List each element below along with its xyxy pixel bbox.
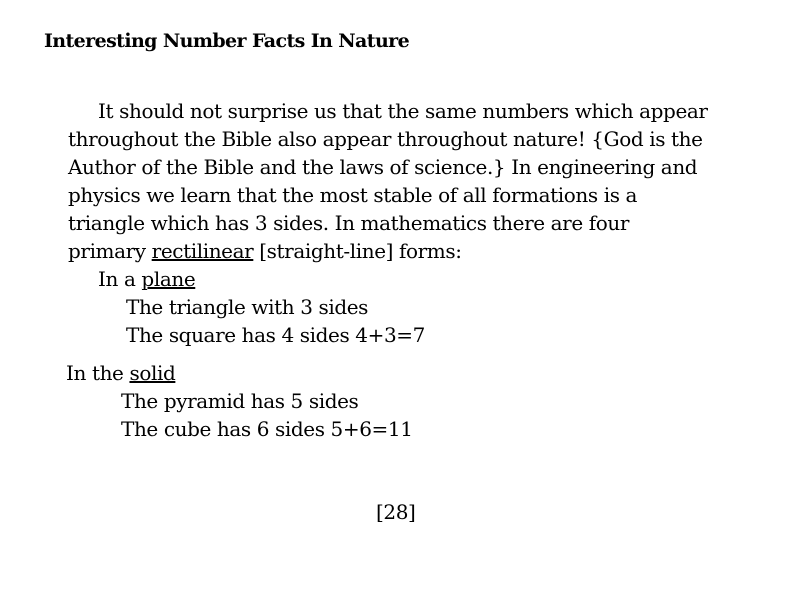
paragraph-line-6-prefix: primary: [68, 239, 152, 263]
paragraph-line-4: physics we learn that the most stable of all formations is a: [68, 183, 638, 207]
body-paragraph: [68, 97, 768, 349]
paragraph-line-3: Author of the Bible and the laws of science.} In engineering and: [68, 155, 698, 179]
plane-term: plane: [141, 267, 196, 291]
page-number: [28]: [376, 500, 416, 524]
solid-heading-prefix: In the: [66, 361, 130, 385]
paragraph-line-5: triangle which has 3 sides. In mathematics there are four: [68, 211, 630, 235]
solid-section: [66, 359, 413, 443]
solid-item-cube: The cube has 6 sides 5+6=11: [121, 417, 413, 441]
solid-heading: [66, 359, 413, 387]
paragraph-line-1: It should not surprise us that the same numbers which appear: [98, 99, 708, 123]
paragraph-line-6: [68, 237, 768, 265]
solid-term: solid: [129, 361, 176, 385]
rectilinear-term: rectilinear: [151, 239, 254, 263]
page-title: Interesting Number Facts In Nature: [44, 30, 410, 52]
plane-item-square: The square has 4 sides 4+3=7: [126, 323, 425, 347]
paragraph-line-6-suffix: [straight-line] forms:: [253, 239, 462, 263]
plane-item-triangle: The triangle with 3 sides: [126, 295, 369, 319]
solid-item-pyramid: The pyramid has 5 sides: [121, 389, 359, 413]
plane-heading: [68, 265, 768, 293]
paragraph-line-2: throughout the Bible also appear throughout nature! {God is the: [68, 127, 703, 151]
plane-heading-prefix: In a: [98, 267, 142, 291]
